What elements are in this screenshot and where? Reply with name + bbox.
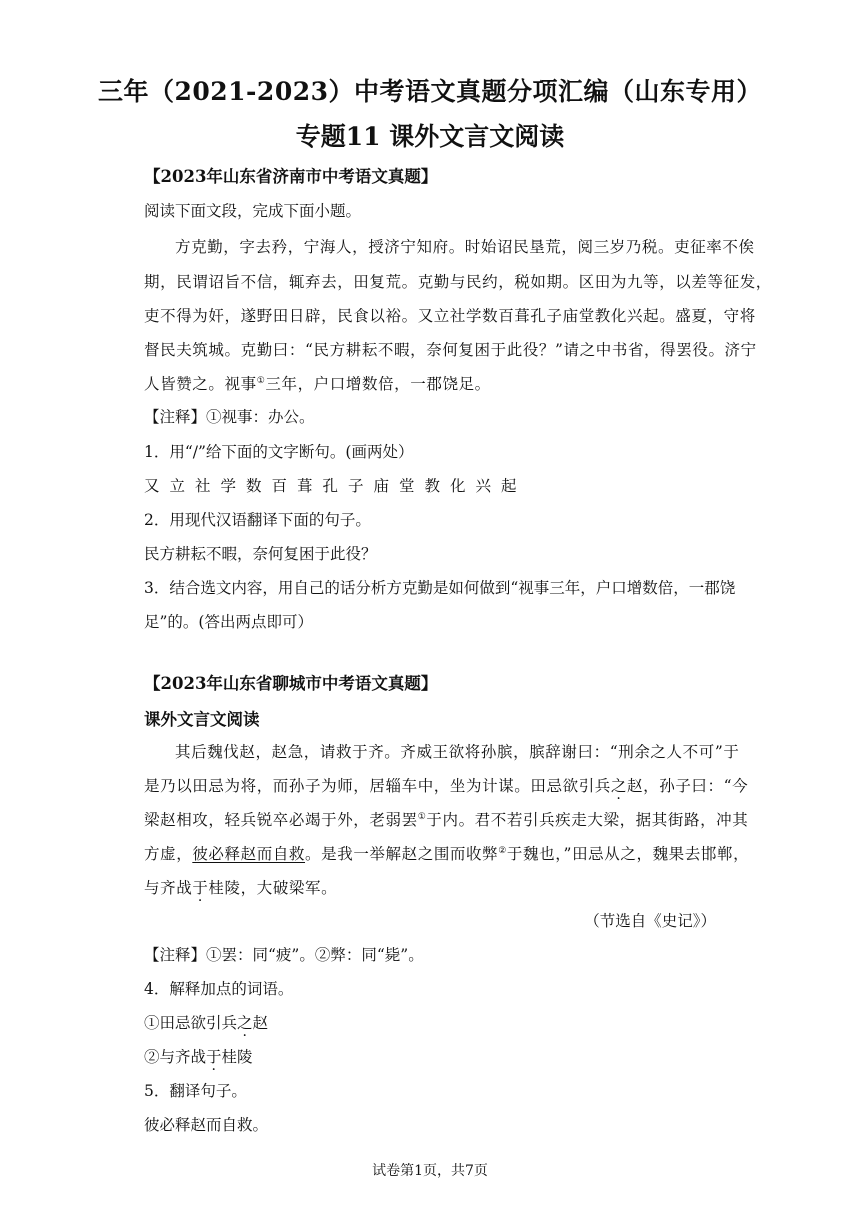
page-number: 试卷第1页，共7页: [372, 1163, 488, 1179]
question-1-text: 又立社学数百葺孔子庙堂教化兴起: [144, 477, 527, 495]
passage-text: 于内。君不若引兵疾走大梁，据其街路，冲其: [426, 811, 749, 829]
section2-subheading: 课外文言文阅读: [144, 710, 260, 729]
section2-note: 【注释】①罢：同“疲”。②弊：同“毙”。: [144, 946, 424, 964]
dotted-word: 于: [192, 879, 209, 897]
footnote-marker: ①: [417, 812, 427, 822]
section1-passage-line: 方克勤，字去矜，宁海人，授济宁知府。时始诏民垦荒，阅三岁乃税。吏征率不俟: [175, 238, 755, 256]
question-4-item-b: [144, 1045, 253, 1067]
document-title: 三年（2021-2023）中考语文真题分项汇编（山东专用）: [97, 77, 763, 106]
question-1: 1．用“/”给下面的文字断句。(画两处）: [144, 443, 414, 461]
question-3-cont: 足”的。(答出两点即可）: [144, 613, 313, 631]
section1-note: 【注释】①视事：办公。: [144, 408, 315, 426]
question-2: 2．用现代汉语翻译下面的句子。: [144, 511, 371, 529]
question-2-text: 民方耕耘不暇，奈何复困于此役？: [144, 545, 377, 563]
question-text: 赵: [252, 1014, 269, 1032]
question-3: 3．结合选文内容，用自己的话分析方克勤是如何做到“视事三年，户口增数倍，一郡饶: [144, 579, 736, 597]
question-4-item-a: [144, 1011, 268, 1033]
section2-passage-line: [144, 774, 749, 796]
dotted-word: 于: [206, 1048, 222, 1066]
passage-text: 梁赵相攻，轻兵锐卒必竭于外，老弱罢: [144, 811, 418, 829]
dotted-word: 之: [237, 1014, 253, 1032]
section2-passage-line: [144, 842, 750, 864]
section2-passage-line: [144, 876, 716, 898]
question-5: 5．翻译句子。: [144, 1082, 247, 1100]
section2-passage-line: [144, 808, 749, 830]
question-text: ②与齐战: [144, 1048, 207, 1066]
passage-text: 于魏也，”田忌从之，魏果去邯郸，: [506, 845, 750, 863]
passage-text: 是乃以田忌为将，而孙子为师，居辎车中，坐为计谋。田忌欲引兵: [144, 777, 611, 795]
passage-text: 三年，户口增数倍，一郡饶足。: [265, 375, 491, 393]
section2-heading: 【2023年山东省聊城市中考语文真题】: [144, 674, 438, 693]
dotted-word: 之: [610, 777, 628, 795]
footnote-marker: ①: [256, 376, 266, 386]
passage-text: 方虚，: [144, 845, 193, 863]
section1-instruction: 阅读下面文段，完成下面小题。: [144, 202, 362, 220]
section1-passage-line: 督民夫筑城。克勤曰：“民方耕耘不暇，奈何复困于此役？”请之中书省，得罢役。济宁: [144, 341, 757, 359]
section2-passage-line: 其后魏伐赵，赵急，请救于齐。齐威王欲将孙膑，膑辞谢曰：“刑余之人不可”于: [175, 743, 740, 761]
section1-passage-line: 期，民谓诏旨不信，辄弃去，田复荒。克勤与民约，税如期。区田为九等，以差等征发，: [144, 273, 772, 291]
question-4: 4．解释加点的词语。: [144, 980, 294, 998]
passage-text: 人皆赞之。视事: [144, 375, 257, 393]
section1-passage-last-line: [144, 372, 716, 394]
source-citation: （节选自《史记》）: [584, 912, 716, 930]
passage-text: 。是我一举解赵之围而收弊: [305, 845, 499, 863]
footnote-marker: ②: [498, 846, 507, 856]
section1-passage-line: 吏不得为奸，遂野田日辟，民食以裕。又立社学数百葺孔子庙堂教化兴起。盛夏，守将: [144, 307, 756, 325]
section1-heading: 【2023年山东省济南市中考语文真题】: [144, 167, 438, 186]
passage-text: 赵，孙子曰：“今: [627, 777, 749, 795]
question-text: ①田忌欲引兵: [144, 1014, 238, 1032]
document-subtitle: 专题11 课外文言文阅读: [295, 122, 565, 151]
question-text: 桂陵: [221, 1048, 253, 1066]
question-5-text: 彼必释赵而自救。: [144, 1116, 269, 1134]
passage-text: 桂陵，大破梁军。: [208, 879, 338, 897]
underlined-sentence: 彼必释赵而自救: [192, 845, 306, 863]
passage-text: 与齐战: [144, 879, 193, 897]
